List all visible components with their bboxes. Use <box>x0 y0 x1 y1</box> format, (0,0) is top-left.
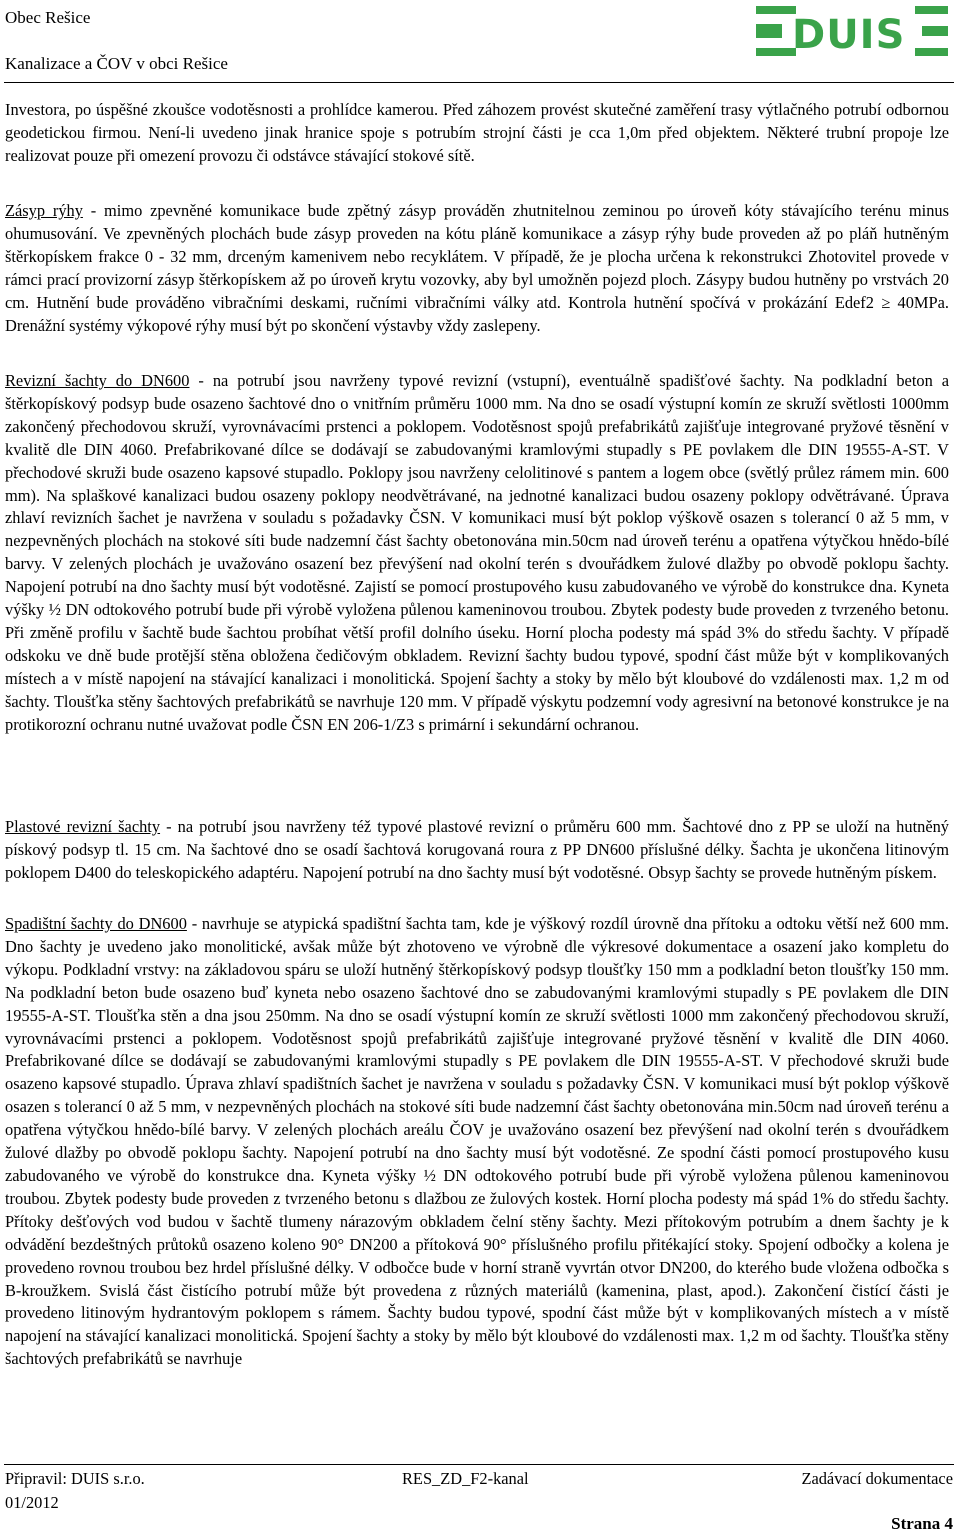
paragraph-plastic-shafts <box>5 816 949 885</box>
header-project-title: Kanalizace a ČOV v obci Rešice <box>5 54 228 73</box>
section-title-plastic-shafts: Plastové revizní šachty <box>5 817 161 836</box>
section-title-inspection-shafts: Revizní šachty do DN600 <box>5 371 190 390</box>
footer-prepared-by: Připravil: DUIS s.r.o. <box>5 1469 145 1488</box>
paragraph-trench-backfill-text: - mimo zpevněné komunikace bude zpětný zásyp prováděn zhutnitelnou zeminou po úroveň kóty stávajícího terénu minus ohumusování. Ve zpevněných plochách bude zásyp proveden na kótu pláně komunikace a zásyp rýhy bude proveden až po pláň hutněným štěrkopískem frakce 0 - 32 mm, drceným kamenivem nebo recyklátem. V případě, že je plocha určena k rekonstrukci Zhotovitel provede v rámci prací provizorní zásyp štěrkopískem až po úroveň krytu vozovky, aby byl umožněn pojezd ploch. Zásypy budou hutněny po vrstvách 20 cm. Hutnění bude prováděno vibračními deskami, ručními vibračními války atd. Kontrola hutnění spočívá v prokázání Edef2 ≥ 40MPa. Drenážní systémy výkopové rýhy musí být po skončení výstavby vždy zaslepeny. <box>5 201 949 335</box>
section-title-trench-backfill: Zásyp rýhy <box>5 201 83 220</box>
paragraph-trench-backfill <box>5 200 949 337</box>
header-municipality: Obec Rešice <box>5 8 91 27</box>
paragraph-intro <box>5 99 949 168</box>
paragraph-inspection-shafts <box>5 370 949 737</box>
paragraph-drop-shafts-text: - navrhuje se atypická spadištní šachta tam, kde je výškový rozdíl úrovně dna přítoku a odtoku větší než 600 mm. Dno šachty je uvedeno jako monolitické, avšak může být zhotoveno ve výrobně dle výkresové dokumentace a osazení jako kompletu do výkopu. Podkladní vrstvy: na základovou spáru se uloží hutněný štěrkopískový podsyp tloušťky 150 mm a podkladní beton tloušťky 150 mm. Na podkladní beton bude osazeno buď kyneta nebo osazeno šachtové dno se zabudovanými kramlovými stupadly s PE povlakem dle DIN 19555-A-ST. Tloušťka stěn a dna jsou 250mm. Na dno se osadí výstupní komín ze skruží světlosti 1000 mm zakončený přechodovou skruží, vyrovnávacími prstenci a poklopem. Vodotěsnost spojů prefabrikátů zajišťuje integrované pryžové těsnění v kvalitě dle DIN 4060. Prefabrikované dílce se dodávají se zabudovanými kramlovými stupadly s PE povlakem dle DIN 19555-A-ST. V přechodové skruži bude osazeno kapsové stupadlo. Úprava zhlaví spadištních šachet je navržena v souladu s požadavky ČSN. V komunikaci musí být poklop výškově osazen s tolerancí 0 až 5 mm, v nezpevněných plochách na stokové síti bude nadzemní část šachty obetonována min.50cm nad úroveň terénu a opatřena výtyčkou hnědo-bílé barvy. V zelených plochách areálu ČOV je uvažováno osazení bez převýšení nad okolní terén s dvouřádkem žulové dlažby po obvodě poklopu šachty. Napojení potrubí na dno šachty musí být vodotěsné. Ze spodní části pomocí prostupového kusu zabudovaného ve výrobě do konstrukce dna. Kyneta výšky ½ DN odtokového potrubí bude při výrobě vyložena půlenou kameninovou troubou. Zbytek podesty bude proveden z tvrzeného betonu s dlažbou ze žulových kostek. Horní plocha podesty má spád 1% do středu šachty. Přítoky dešťových vod budou v šachtě tlumeny nárazovým obkladem čelní stěny šachty. Mezi přítokovým potrubím a dnem šachty je k odvádění bezdeštných průtoků osazeno koleno 90° DN200 a přítoková 90° příslušného profilu přitékající stoky. Spojení odbočky a kolena je provedeno rovnou troubou bez hrdel příslušné délky. V odbočce bude v horní straně vyvrtán otvor DN200, do kterého bude vložena odbočka s B-kroužkem. Svislá část čistícího potrubí může být provedena z různých materiálů (kamenina, plast, apod.). Zakončení čistící části je provedeno litinovým hydrantovým poklopem s rámem. Šachty budou typové, spodní část může být v komplikovaných místech a v místě napojení na stávající kanalizaci monolitická. Spojení šachty a stoky by mělo být kloubové do vzdálenosti max. 1,2 m od šachty. Tloušťka stěny šachtových prefabrikátů se navrhuje <box>5 914 949 1369</box>
footer-document-type: Zadávací dokumentace <box>801 1469 953 1488</box>
footer-divider <box>4 1464 954 1465</box>
footer-date: 01/2012 <box>5 1493 59 1512</box>
paragraph-inspection-shafts-text: - na potrubí jsou navrženy typové revizní (vstupní), eventuálně spadišťové šachty. Na podkladní beton a štěrkopískový podsyp bude osazeno šachtové dno o vnitřním průměru 1000 mm. Na dno se osadí výstupní komín ze skruží světlosti 1000mm zakončený přechodovou skruží, vyrovnávacími prstenci a poklopem. Vodotěsnost spojů prefabrikátů zajišťuje integrované pryžové těsnění v kvalitě dle DIN 4060. Prefabrikované dílce se dodávají se zabudovanými kramlovými stupadly s PE povlakem dle DIN 19555-A-ST. V přechodové skruži bude osazeno kapsové stupadlo. Poklopy jsou navrženy celolitinové s pantem a logem obce (světlý průlez rámem min. 600 mm). Na splaškové kanalizaci budou osazeny poklopy neodvětrávané, na jednotné kanalizaci budou osazeny poklopy odvětrávané. Úprava zhlaví revizních šachet je navržena v souladu s požadavky ČSN. V komunikaci musí být poklop výškově osazen s tolerancí 0 až 5 mm, v nezpevněných plochách na stokové síti bude nadzemní část šachty obetonována min.50cm nad úroveň terénu a opatřena výtyčkou hnědo-bílé barvy. V zelených plochách je uvažováno osazení bez převýšení nad okolní terén s dvouřádkem žulové dlažby po obvodě poklopu šachty. Napojení potrubí na dno šachty musí být vodotěsné. Zajistí se pomocí prostupového kusu zabudovaného ve výrobě do konstrukce dna. Kyneta výšky ½ DN odtokového potrubí bude při výrobě vyložena půlenou kameninovou troubou. Zbytek podesty bude proveden z tvrzeného betonu. Při změně profilu v šachtě bude šachtou probíhat větší profil dolního úseku. Horní plocha podesty má spád 3% do středu šachty. V případě odskoku ve dně bude protější stěna obložena čedičovým obkladem. Revizní šachty budou typové, spodní část může být v komplikovaných místech a v místě napojení na stávající kanalizaci i monolitická. Spojení šachty a stoky by mělo být kloubové do vzdálenosti max. 1,2 m od šachty. Tloušťka stěny šachtových prefabrikátů se navrhuje 120 mm. V případě výskytu podzemní vody agresivní na betonové konstrukce je na protikorozní ochranu nutné uvažovat podle ČSN EN 206-1/Z3 s primární i sekundární ochranou. <box>5 371 950 734</box>
header-divider <box>4 82 954 83</box>
paragraph-intro-text: Investora, po úspěšné zkoušce vodotěsnosti a prohlídce kamerou. Před záhozem provést skutečné zaměření trasy výtlačného potrubí odbornou geodetickou firmou. Není-li uvedeno jinak hranice spoje s potrubím strojní části je cca 1,0m před objektem. Některé trubní propoje lze realizovat pouze při omezení provozu či odstávce stávající stokové sítě. <box>5 100 949 165</box>
logo-text: DUIS <box>792 12 906 58</box>
section-title-drop-shafts: Spadištní šachty do DN600 <box>5 914 187 933</box>
paragraph-plastic-shafts-text: - na potrubí jsou navrženy též typové plastové revizní o průměru 600 mm. Šachtové dno z PP se uloží na hutněný pískový podsyp tl. 15 cm. Na šachtové dno se osadí šachtová korugovaná roura z PP DN600 příslušné délky. Šachta je ukončena litinovým poklopem D400 do teleskopického adaptéru. Napojení potrubí na dno šachty musí být vodotěsné. Obsyp šachty se provede hutněným pískem. <box>5 817 949 882</box>
page-number: Strana 4 <box>891 1514 953 1533</box>
duis-logo <box>752 2 952 60</box>
paragraph-drop-shafts <box>5 913 949 1371</box>
footer-document-code: RES_ZD_F2-kanal <box>402 1469 529 1488</box>
